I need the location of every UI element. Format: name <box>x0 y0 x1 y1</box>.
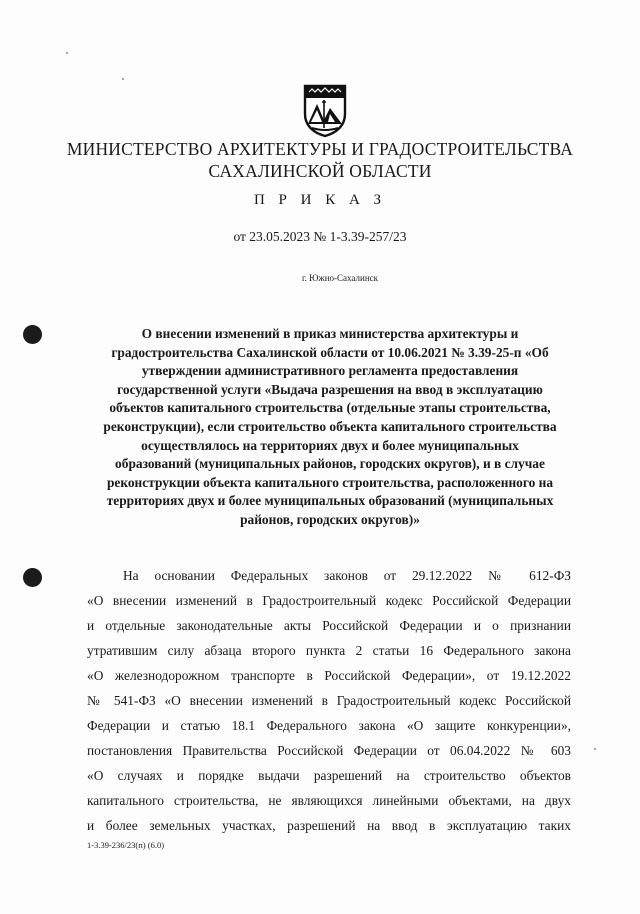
punch-hole-bottom <box>23 568 42 587</box>
subject-line: реконструкции), если строительство объекта капитального строительства <box>103 418 557 434</box>
order-subject <box>70 325 590 530</box>
ministry-name-line-2: САХАЛИНСКОЙ ОБЛАСТИ <box>208 161 432 181</box>
body-line: и более земельных участках, разрешений на ввод в эксплуатацию таких <box>87 818 571 833</box>
document-code: 1-3.39-236/23(п) (6.0) <box>87 840 165 850</box>
subject-line: образований (муниципальных районов, городских округов), и в случае <box>115 456 545 472</box>
ministry-name <box>40 138 600 182</box>
subject-line: осуществлялось на территориях двух и более муниципальных <box>141 437 519 453</box>
punch-hole-top <box>23 325 42 344</box>
subject-line: О внесении изменений в приказ министерства архитектуры и <box>141 326 519 341</box>
body-line: утратившим силу абзаца второго пункта 2 статьи 16 Федерального закона <box>87 643 571 658</box>
body-line: «О случаях и порядке выдачи разрешений на строительство объектов <box>87 768 571 783</box>
subject-line: районов, городских округов)» <box>240 511 420 527</box>
order-number: от 23.05.2023 № 1-3.39-257/23 <box>233 229 407 244</box>
body-line: На основании Федеральных законов от 29.12.2022 № 612-ФЗ <box>123 568 571 583</box>
scan-speck <box>66 52 68 54</box>
coat-of-arms-icon <box>302 84 348 138</box>
city-name: г. Южно-Сахалинск <box>301 273 378 283</box>
order-title: П Р И К А З <box>253 192 387 208</box>
subject-line: государственной услуги «Выдача разрешения на ввод в эксплуатацию <box>117 381 543 397</box>
body-line: Федерации и статью 18.1 Федерального закона «О защите конкуренции», <box>87 718 571 733</box>
ministry-name-line-1: МИНИСТЕРСТВО АРХИТЕКТУРЫ И ГРАДОСТРОИТЕЛЬСТВА <box>66 139 574 159</box>
scan-speck <box>122 78 124 80</box>
subject-line: объектов капитального строительства (отдельные этапы строительства, <box>109 400 551 416</box>
body-line: № 541-ФЗ «О внесении изменений в Градостроительный кодекс Российской <box>87 693 571 708</box>
subject-line: территориях двух и более муниципальных образований (муниципальных <box>106 493 554 509</box>
subject-line: градостроительства Сахалинской области от 10.06.2021 № 3.39-25-п «Об <box>111 344 549 360</box>
body-line: «О внесении изменений в Градостроительный кодекс Российской Федерации <box>87 593 571 608</box>
subject-line: реконструкции объекта капитального строительства, расположенного на <box>106 474 554 490</box>
scan-speck <box>594 748 596 750</box>
subject-line: утверждении административного регламента предоставления <box>141 363 519 379</box>
body-line: постановления Правительства Российской Федерации от 06.04.2022 № 603 <box>87 743 571 758</box>
body-line: и отдельные законодательные акты Российской Федерации и о признании <box>87 618 571 633</box>
body-line: «О железнодорожном транспорте в Российской Федерации», от 19.12.2022 <box>87 668 571 683</box>
body-line: капитального строительства, не являющихся линейными объектами, на двух <box>87 793 571 808</box>
order-body-paragraph <box>87 563 571 838</box>
